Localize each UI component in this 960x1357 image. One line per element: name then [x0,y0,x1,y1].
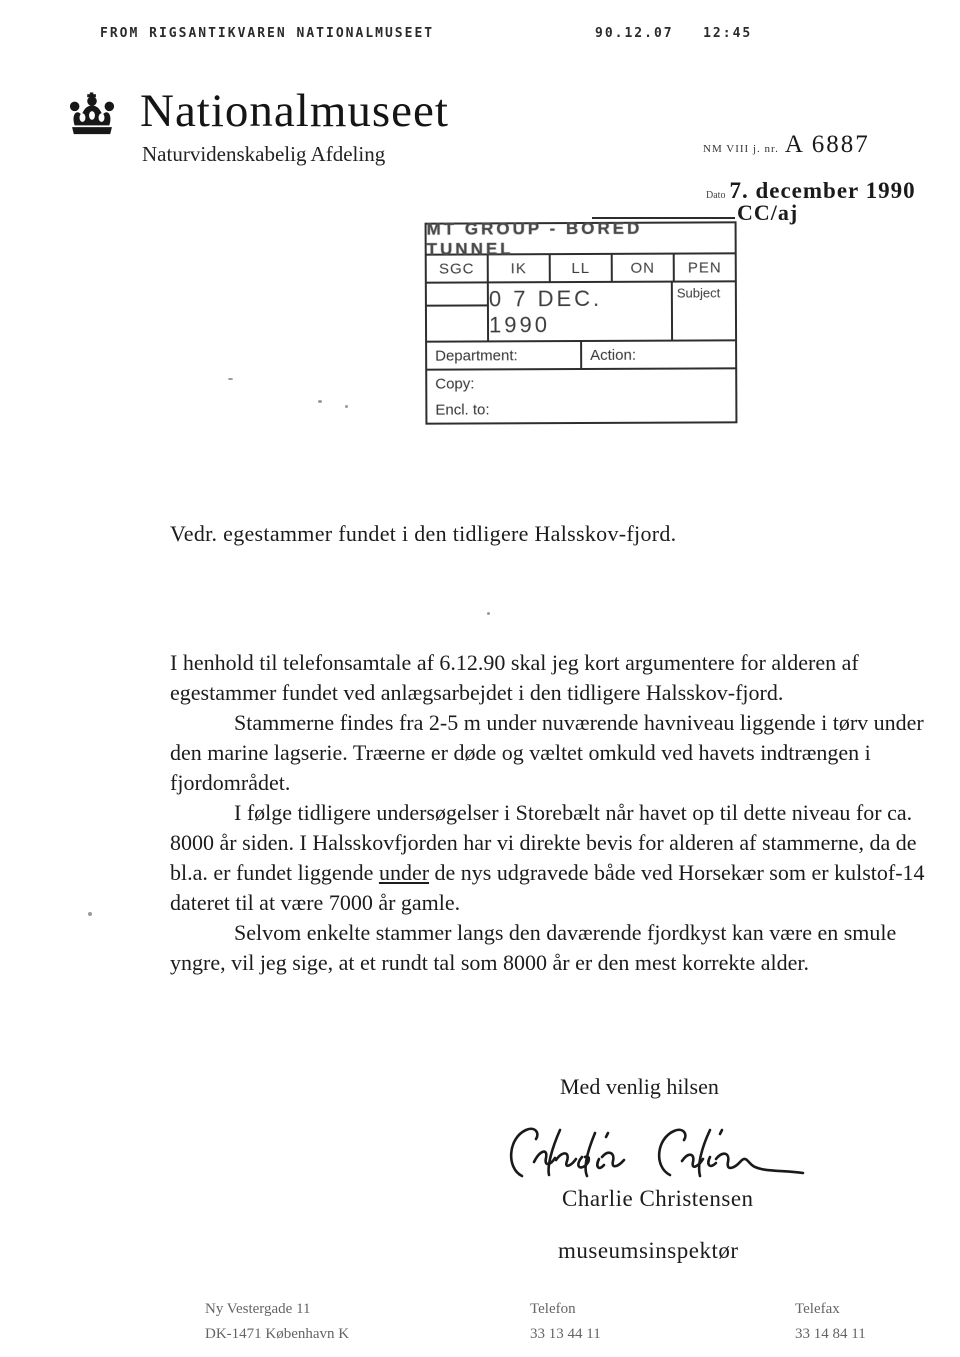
signatory-title: museumsinspektør [558,1238,739,1263]
fax-header [100,26,920,41]
stamp-left-cell [427,283,489,340]
stamp-left-divider [425,304,487,306]
closing-salutation: Med venlig hilsen [560,1074,719,1099]
paragraph-3-part-a: I følge tidligere undersøgelser i Storebælt når havet op til dette niveau for ca. 8000 år siden. I Halsskovfjorden har vi direkte bevis for alderen af stammerne, da de bl.a. er fundet liggende [170,800,917,885]
footer-phone-number: 33 13 44 11 [530,1326,601,1342]
footer-address-line2: DK-1471 København K [205,1326,350,1342]
initials: CC/aj [737,200,799,225]
journal-label: NM VIII j. nr. [703,143,779,155]
signatory-name: Charlie Christensen [562,1186,754,1211]
journal-number [703,131,870,159]
stamp-subject-cell: Subject [671,282,735,339]
letter-body [170,648,952,978]
stamp-middle [427,282,735,342]
scan-speck [88,912,92,916]
stamp-col-on: ON [613,255,675,281]
stamp-encl-label: Encl. to: [435,400,490,419]
stamp-action-label: Action: [580,341,735,368]
footer-phone [530,1297,795,1347]
scan-speck [318,400,322,403]
date-label: Dato [706,190,726,201]
paragraph-4: Selvom enkelte stammer langs den daværende fjordkyst kan være en smule yngre, vil jeg sige, at et rundt tal som 8000 år er den mest korrekte alder. [170,920,897,975]
stamp-date: 0 7 DEC. 1990 [488,285,603,337]
paragraph-3-part-b: de nys udgravede både ved Horsekær som er kulstof-14 dateret til at være 7000 år gamle. [170,860,925,915]
crown-icon [66,92,118,138]
scan-speck [487,612,490,615]
journal-no-value: A 6887 [784,131,870,158]
paragraph-3-underlined-word: under [378,860,430,885]
letter-subject: Vedr. egestammer fundet i den tidligere Halsskov-fjord. [170,521,677,546]
stamp-col-sgc: SGC [427,255,489,281]
fax-sender: FROM RIGSANTIKVAREN NATIONALMUSEET [100,26,435,41]
date-value: 7. december 1990 [729,178,916,203]
routing-stamp [425,218,738,424]
footer-phone-label: Telefon [530,1301,576,1317]
scan-speck [228,378,233,380]
org-name: Nationalmuseet [140,85,449,137]
footer-address-line1: Ny Vestergade 11 [205,1301,311,1317]
stamp-department-label: Department: [435,346,518,365]
stamp-columns [427,254,735,283]
paragraph-3 [170,798,952,918]
footer-fax [795,1297,866,1347]
stamp-copy-label: Copy: [435,374,475,393]
letter-footer [205,1297,920,1347]
fax-datetime: 90.12.07 12:45 [595,26,753,41]
stamp-title: MT GROUP - BORED TUNNEL [427,223,735,255]
stamp-col-pen: PEN [687,258,722,277]
scan-speck [345,405,348,408]
stamp-dept-row [427,341,735,370]
org-department: Naturvidenskabelig Afdeling [142,142,386,166]
footer-fax-label: Telefax [795,1301,840,1317]
stamp-col-ll: LL [551,255,613,281]
footer-address [205,1297,530,1347]
stamp-col-ik: IK [489,255,551,281]
paragraph-2: Stammerne findes fra 2-5 m under nuværende havniveau liggende i tørv under den marine lagserie. Træerne er døde og væltet omkuld ved havets indtrængen i fjordområdet. [170,710,924,795]
paragraph-1: I henhold til telefonsamtale af 6.12.90 skal jeg kort argumentere for alderen af egestammer fundet ved anlægsarbejdet i den tidligere Halsskov-fjord. [170,650,859,705]
footer-fax-number: 33 14 84 11 [795,1326,866,1342]
